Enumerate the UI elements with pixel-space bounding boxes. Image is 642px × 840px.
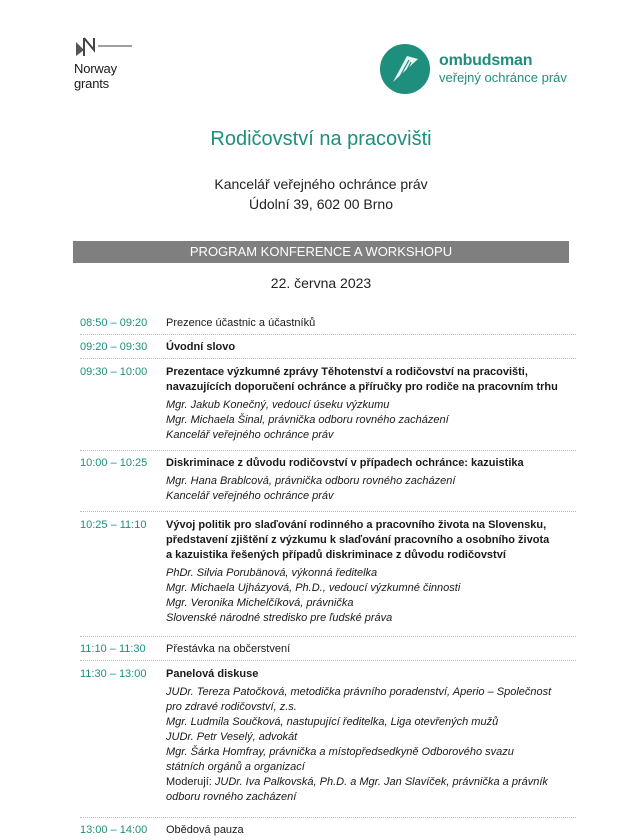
item-time: 11:30 – 13:00 [80, 668, 147, 680]
norway-grants-mark-icon [74, 36, 134, 58]
speaker: Mgr. Veronika Michelčíková, právnička [166, 597, 354, 609]
grants-logo-text: grants [74, 76, 109, 91]
speaker: Mgr. Michaela Ujházyová, Ph.D., vedoucí výzkumné činnosti [166, 582, 461, 594]
divider [80, 636, 576, 637]
divider [80, 511, 576, 512]
program-banner: PROGRAM KONFERENCE A WORKSHOPU [73, 241, 569, 263]
item-time: 13:00 – 14:00 [80, 824, 148, 836]
item-time: 11:10 – 11:30 [80, 643, 146, 655]
item-title-line: navazujících doporučení ochránce a příručky pro rodiče na pracovním trhu [166, 381, 558, 393]
moderator-line [166, 775, 576, 790]
speaker: Kancelář veřejného ochránce práv [166, 490, 334, 502]
item-title-line: Prezentace výzkumné zprávy Těhotenství a rodičovství na pracovišti, [166, 366, 528, 378]
item-time: 09:20 – 09:30 [80, 341, 148, 353]
item-title: Přestávka na občerstvení [166, 643, 291, 655]
ombudsman-logo-subtitle: veřejný ochránce práv [439, 70, 567, 85]
divider [80, 817, 576, 818]
item-title-line: Vývoj politik pro slaďování rodinného a pracovního života na Slovensku, [166, 519, 547, 531]
divider [80, 660, 576, 661]
speaker: JUDr. Tereza Patočková, metodička právního poradenství, Aperio – Společnost [166, 686, 552, 698]
speaker: pro zdravé rodičovství, z.s. [166, 701, 297, 713]
norway-grants-logo [74, 36, 144, 91]
speaker: PhDr. Silvia Porubänová, výkonná ředitelka [166, 567, 378, 579]
item-time: 08:50 – 09:20 [80, 317, 148, 329]
norway-logo-text: Norway [74, 61, 117, 76]
item-title: Prezence účastnic a účastníků [166, 317, 316, 329]
moderator-names-cont: odboru rovného zacházení [166, 791, 297, 803]
speaker: Mgr. Ludmila Součková, nastupující ředitelka, Liga otevřených mužů [166, 716, 499, 728]
speaker: Mgr. Hana Brablcová, právnička odboru rovného zacházení [166, 475, 456, 487]
item-time: 10:00 – 10:25 [80, 457, 148, 469]
ombudsman-logo [380, 44, 567, 94]
venue-address [0, 174, 642, 214]
address-line: Údolní 39, 602 00 Brno [249, 196, 393, 212]
item-title: Diskriminace z důvodu rodičovství v případech ochránce: kazuistika [166, 457, 524, 469]
item-title: Panelová diskuse [166, 668, 259, 680]
ombudsman-emblem-icon [380, 44, 430, 94]
divider [80, 358, 576, 359]
speaker: státních orgánů a organizací [166, 761, 305, 773]
item-time: 09:30 – 10:00 [80, 366, 148, 378]
moderator-label: Moderují: [166, 776, 215, 788]
speaker: Slovenské národné stredisko pre ľudské práva [166, 612, 393, 624]
speaker: JUDr. Petr Veselý, advokát [166, 731, 298, 743]
item-time: 10:25 – 11:10 [80, 519, 147, 531]
divider [80, 450, 576, 451]
venue-line: Kancelář veřejného ochránce práv [214, 176, 428, 192]
item-title: Obědová pauza [166, 824, 244, 836]
moderator-names: JUDr. Iva Palkovská, Ph.D. a Mgr. Jan Slavíček, právnička a právník [214, 776, 548, 788]
speaker: Mgr. Michaela Šinal, právnička odboru rovného zacházení [166, 414, 449, 426]
item-title-line: a kazuistika řešených případů diskriminace z důvodu rodičovství [166, 549, 506, 561]
page-title: Rodičovství na pracovišti [210, 128, 432, 150]
ombudsman-logo-title: ombudsman [439, 52, 533, 69]
speaker: Mgr. Jakub Konečný, vedoucí úseku výzkumu [166, 399, 390, 411]
item-title: Úvodní slovo [166, 341, 236, 353]
event-date: 22. června 2023 [270, 275, 372, 291]
item-title-line: představení zjištění z výzkumu k slaďování pracovního a osobního života [166, 534, 550, 546]
speaker: Kancelář veřejného ochránce práv [166, 429, 334, 441]
speaker: Mgr. Šárka Homfray, právnička a místopředsedkyně Odborového svazu [166, 746, 514, 758]
divider [80, 334, 576, 335]
